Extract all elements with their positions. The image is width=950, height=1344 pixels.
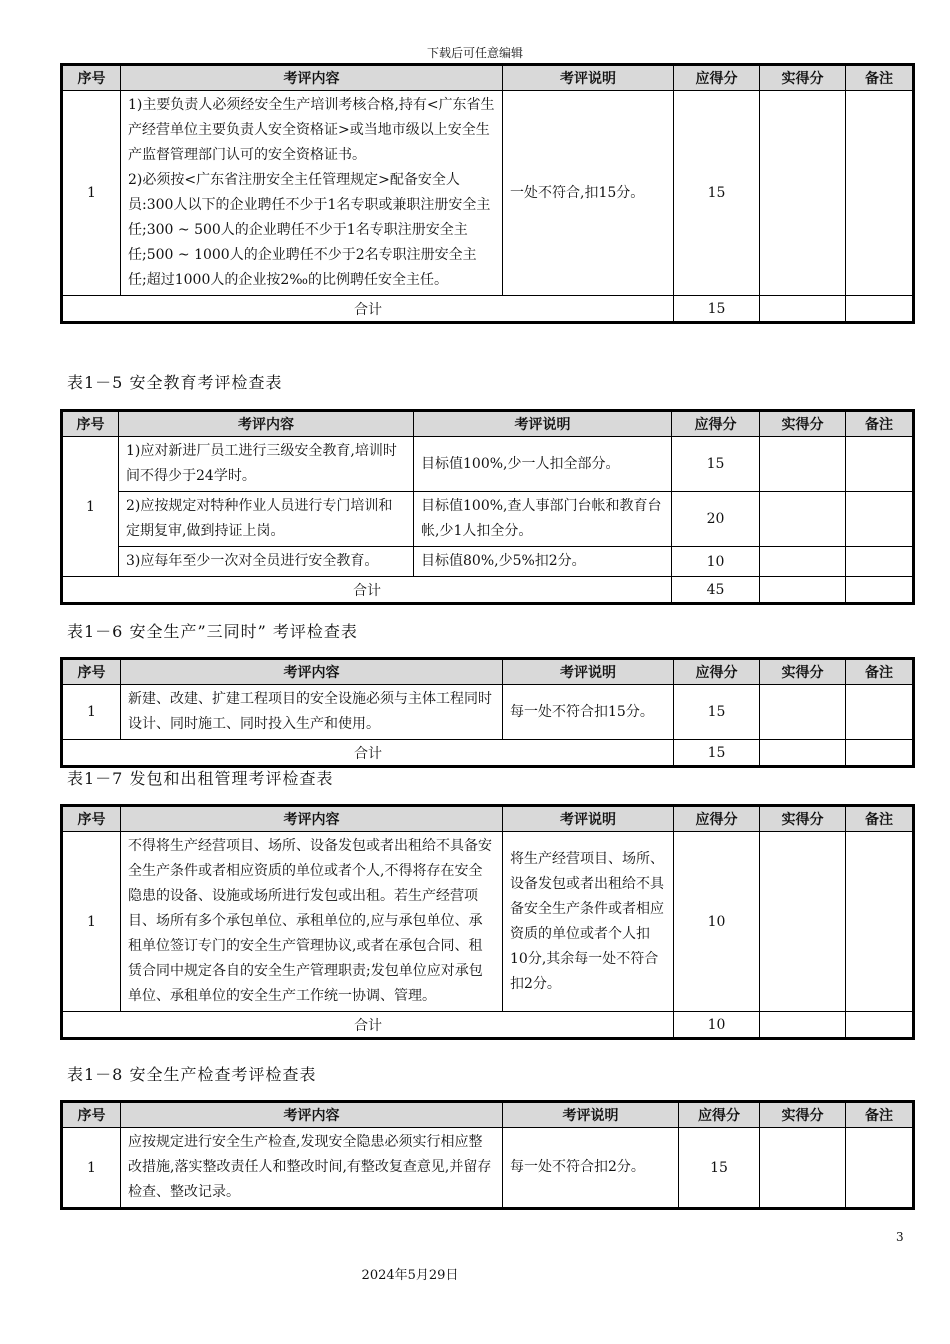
table-header-row bbox=[63, 66, 913, 91]
row-explain: 将生产经营项目、场所、设备发包或者出租给不具备安全生产条件或者相应资质的单位或者个人扣10分,其余每一处不符合扣2分。 bbox=[503, 832, 674, 1012]
content-item-1: 1)主要负责人必须经安全生产培训考核合格,持有<广东省生产经营单位主要负责人安全资格证>或当地市级以上安全生产监督管理部门认可的安全资格证书。 bbox=[128, 97, 495, 163]
header-remark: 备注 bbox=[846, 660, 913, 685]
row-score: 10 bbox=[674, 832, 760, 1012]
table-caption-1-8: 表1－8 安全生产检查考评检查表 bbox=[67, 1065, 317, 1084]
row-remark[interactable] bbox=[846, 685, 913, 740]
table-row bbox=[63, 832, 913, 1012]
header-remark: 备注 bbox=[846, 1103, 913, 1128]
header-actual-score: 实得分 bbox=[760, 807, 846, 832]
row-content bbox=[121, 91, 503, 296]
header-no: 序号 bbox=[63, 66, 121, 91]
row-score: 10 bbox=[672, 547, 760, 577]
safety-education-table bbox=[60, 409, 915, 605]
header-should-score: 应得分 bbox=[674, 66, 760, 91]
row-remark[interactable] bbox=[846, 91, 913, 296]
row-actual[interactable] bbox=[760, 832, 846, 1012]
header-no: 序号 bbox=[63, 807, 121, 832]
safety-inspection-table bbox=[60, 1100, 915, 1210]
total-remark[interactable] bbox=[846, 296, 913, 322]
safety-management-table bbox=[60, 63, 915, 324]
row-actual[interactable] bbox=[760, 91, 846, 296]
header-actual-score: 实得分 bbox=[760, 66, 846, 91]
total-actual[interactable] bbox=[760, 296, 846, 322]
header-should-score: 应得分 bbox=[674, 807, 760, 832]
total-remark[interactable] bbox=[846, 1012, 913, 1038]
row-score: 15 bbox=[674, 91, 760, 296]
row-no: 1 bbox=[63, 1128, 121, 1208]
row-explain: 目标值100%,查人事部门台帐和教育台帐,少1人扣全分。 bbox=[414, 492, 672, 547]
row-explain: 每一处不符合扣15分。 bbox=[503, 685, 674, 740]
table-caption-1-7: 表1－7 发包和出租管理考评检查表 bbox=[67, 769, 334, 788]
row-content: 应按规定进行安全生产检查,发现安全隐患必须实行相应整改措施,落实整改责任人和整改时间,有整改复查意见,并留存检查、整改记录。 bbox=[121, 1128, 503, 1208]
table-row bbox=[63, 547, 913, 577]
header-remark: 备注 bbox=[846, 66, 913, 91]
table-caption-1-6: 表1－6 安全生产”三同时” 考评检查表 bbox=[67, 622, 358, 641]
row-actual[interactable] bbox=[760, 547, 846, 577]
row-no: 1 bbox=[63, 91, 121, 296]
row-no: 1 bbox=[63, 685, 121, 740]
header-explain: 考评说明 bbox=[414, 412, 672, 437]
table-header-row bbox=[63, 660, 913, 685]
header-should-score: 应得分 bbox=[679, 1103, 760, 1128]
row-score: 15 bbox=[672, 437, 760, 492]
total-score: 10 bbox=[674, 1012, 760, 1038]
row-content: 1)应对新进厂员工进行三级安全教育,培训时间不得少于24学时。 bbox=[119, 437, 414, 492]
header-content: 考评内容 bbox=[119, 412, 414, 437]
header-explain: 考评说明 bbox=[503, 807, 674, 832]
header-actual-score: 实得分 bbox=[760, 412, 846, 437]
header-should-score: 应得分 bbox=[674, 660, 760, 685]
table-caption-1-5: 表1－5 安全教育考评检查表 bbox=[67, 373, 283, 392]
total-score: 15 bbox=[674, 740, 760, 766]
header-explain: 考评说明 bbox=[503, 660, 674, 685]
footer-date: 2024年5月29日 bbox=[361, 1268, 459, 1283]
total-score: 15 bbox=[674, 296, 760, 322]
total-score: 45 bbox=[672, 577, 760, 603]
row-remark[interactable] bbox=[846, 1128, 913, 1208]
table-header-row bbox=[63, 412, 913, 437]
total-label: 合计 bbox=[63, 577, 672, 603]
row-explain: 每一处不符合扣2分。 bbox=[503, 1128, 679, 1208]
header-remark: 备注 bbox=[846, 412, 913, 437]
table-row bbox=[63, 1128, 913, 1208]
table-row bbox=[63, 91, 913, 296]
table-row bbox=[63, 685, 913, 740]
header-actual-score: 实得分 bbox=[760, 660, 846, 685]
row-explain: 目标值100%,少一人扣全部分。 bbox=[414, 437, 672, 492]
total-actual[interactable] bbox=[760, 740, 846, 766]
total-label: 合计 bbox=[63, 740, 674, 766]
header-no: 序号 bbox=[63, 412, 119, 437]
header-no: 序号 bbox=[63, 660, 121, 685]
row-content: 新建、改建、扩建工程项目的安全设施必须与主体工程同时设计、同时施工、同时投入生产和使用。 bbox=[121, 685, 503, 740]
row-remark[interactable] bbox=[846, 437, 913, 492]
header-content: 考评内容 bbox=[121, 807, 503, 832]
row-no: 1 bbox=[63, 437, 119, 577]
row-actual[interactable] bbox=[760, 1128, 846, 1208]
table-header-row bbox=[63, 807, 913, 832]
total-actual[interactable] bbox=[760, 1012, 846, 1038]
total-row bbox=[63, 740, 913, 766]
total-actual[interactable] bbox=[760, 577, 846, 603]
header-remark: 备注 bbox=[846, 807, 913, 832]
table-row bbox=[63, 492, 913, 547]
page-header: 下载后可任意编辑 bbox=[426, 46, 523, 60]
contracting-leasing-table bbox=[60, 804, 915, 1040]
three-simultaneous-table bbox=[60, 657, 915, 768]
header-explain: 考评说明 bbox=[503, 66, 674, 91]
row-no: 1 bbox=[63, 832, 121, 1012]
row-content: 3)应每年至少一次对全员进行安全教育。 bbox=[119, 547, 414, 577]
row-actual[interactable] bbox=[760, 492, 846, 547]
total-row bbox=[63, 1012, 913, 1038]
header-content: 考评内容 bbox=[121, 1103, 503, 1128]
header-should-score: 应得分 bbox=[672, 412, 760, 437]
total-row bbox=[63, 577, 913, 603]
row-actual[interactable] bbox=[760, 437, 846, 492]
row-actual[interactable] bbox=[760, 685, 846, 740]
total-remark[interactable] bbox=[846, 740, 913, 766]
header-content: 考评内容 bbox=[121, 66, 503, 91]
total-remark[interactable] bbox=[846, 577, 913, 603]
row-content: 不得将生产经营项目、场所、设备发包或者出租给不具备安全生产条件或者相应资质的单位或者个人,不得将存在安全隐患的设备、设施或场所进行发包或出租。若生产经营项目、场所有多个承包单位、承租单位的,应与承包单位、承租单位签订专门的安全生产管理协议,或者在承包合同、租赁合同中规定各自的安全生产管理职责;发包单位应对承包单位、承租单位的安全生产工作统一协调、管理。 bbox=[121, 832, 503, 1012]
row-remark[interactable] bbox=[846, 547, 913, 577]
row-score: 15 bbox=[679, 1128, 760, 1208]
page-number: 3 bbox=[896, 1230, 904, 1244]
total-row bbox=[63, 296, 913, 322]
header-no: 序号 bbox=[63, 1103, 121, 1128]
row-explain: 一处不符合,扣15分。 bbox=[503, 91, 674, 296]
content-item-2: 2)必须按<广东省注册安全主任管理规定>配备安全人员:300人以下的企业聘任不少于1名专职或兼职注册安全主任;300 ~ 500人的企业聘任不少于1名专职注册安全主任;500 ~ 1000人的企业聘任不少于2名专职注册安全主任;超过1000人的企业按2‰的比例聘任安全主任。 bbox=[128, 172, 491, 288]
header-explain: 考评说明 bbox=[503, 1103, 679, 1128]
row-remark[interactable] bbox=[846, 492, 913, 547]
row-score: 15 bbox=[674, 685, 760, 740]
row-score: 20 bbox=[672, 492, 760, 547]
row-content: 2)应按规定对特种作业人员进行专门培训和定期复审,做到持证上岗。 bbox=[119, 492, 414, 547]
total-label: 合计 bbox=[63, 1012, 674, 1038]
row-remark[interactable] bbox=[846, 832, 913, 1012]
header-content: 考评内容 bbox=[121, 660, 503, 685]
table-row bbox=[63, 437, 913, 492]
row-explain: 目标值80%,少5%扣2分。 bbox=[414, 547, 672, 577]
total-label: 合计 bbox=[63, 296, 674, 322]
table-header-row bbox=[63, 1103, 913, 1128]
header-actual-score: 实得分 bbox=[760, 1103, 846, 1128]
